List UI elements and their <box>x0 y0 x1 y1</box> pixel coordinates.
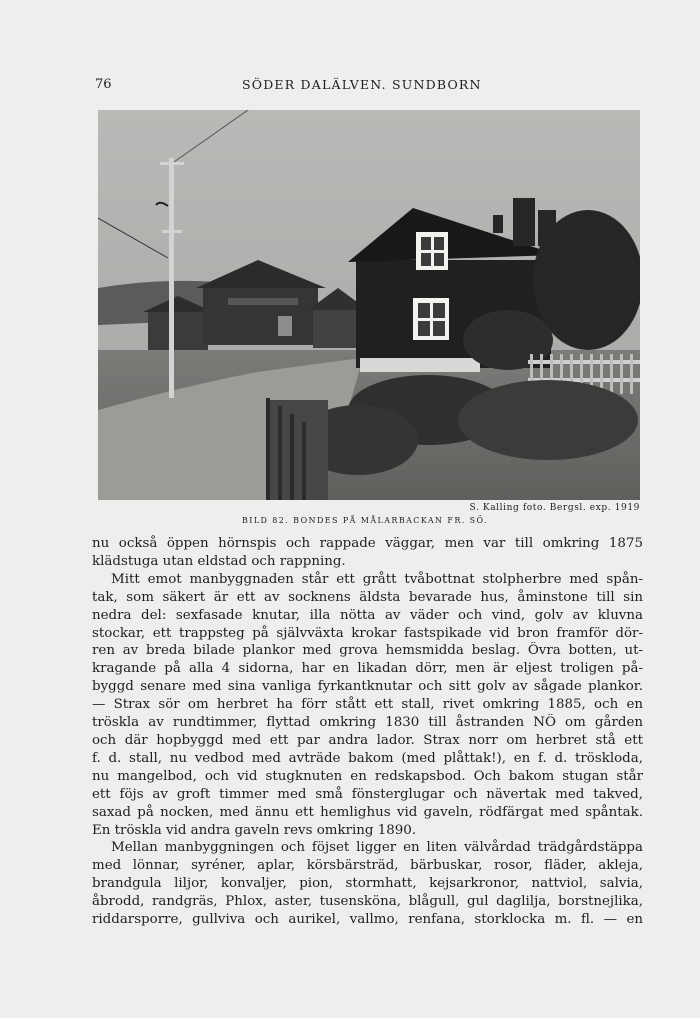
body-line: En tröskla vid andra gaveln revs omkring 1890. <box>92 822 417 838</box>
body-line: med lönnar, syréner, aplar, körsbärsträd, bärbuskar, rosor, fläder, akleja, <box>92 858 643 874</box>
page-number: 76 <box>95 77 112 92</box>
body-line: och där hopbyggd med ett par andra lador. Strax norr om herbret stå ett <box>92 732 643 748</box>
figure-caption: BILD 82. BONDES PÅ MÅLARBACKAN FR. SÖ. <box>242 516 488 525</box>
body-line: ren av breda bilade plankor med grova hemsmidda beslag. Övra botten, ut- <box>92 643 643 659</box>
body-line: ett föjs av groft timmer med små fönsterglugar och nävertak med takved, <box>92 786 643 802</box>
body-line: nu också öppen hörnspis och rappade väggar, men var till omkring 1875 <box>92 536 643 551</box>
body-line: — Strax sör om herbret ha förr stått ett stall, rivet omkring 1885, och en <box>92 697 643 713</box>
body-line: tröskla av rundtimmer, flyttad omkring 1830 till åstranden NÖ om gården <box>92 715 643 731</box>
body-line: åbrodd, randgräs, Phlox, aster, tusensköna, blågull, gul daglilja, borstnejlika, <box>92 894 643 910</box>
body-line: nedra del: sexfasade knutar, illa nötta av väder och vind, golv av kluvna <box>92 607 643 623</box>
body-line: saxad på nocken, med ännu ett hemlighus vid gaveln, rödfärgat med spåntak. <box>92 804 643 820</box>
body-line: Mitt emot manbyggnaden står ett grått tvåbottnat stolpherbre med spån- <box>111 571 643 587</box>
body-line: Mellan manbyggningen och föjset ligger en liten välvårdad trädgårdstäppa <box>111 840 643 856</box>
photo-credit: S. Kalling foto. Bergsl. exp. 1919 <box>469 503 640 513</box>
farmstead-photo <box>98 110 640 500</box>
body-line: f. d. stall, nu vedbod med avträde bakom (med plåttak!), en f. d. tröskloda, <box>92 750 643 766</box>
body-line: byggd senare med sina vanliga fyrkantknutar och sitt golv av sågade plankor. <box>92 679 643 695</box>
body-line: nu mangelbod, och vid stugknuten en redskapsbod. Och bakom stugan står <box>92 768 643 784</box>
body-line: riddarsporre, gullviva och aurikel, vallmo, renfana, storklocka m. fl. — en <box>92 912 643 928</box>
body-text <box>92 535 643 929</box>
body-line: kragande på alla 4 sidorna, har en likadan dörr, men är eljest troligen på- <box>92 661 643 677</box>
body-line: klädstuga utan eldstad och rappning. <box>92 553 346 569</box>
running-head: SÖDER DALÄLVEN. SUNDBORN <box>242 77 482 92</box>
body-line: tak, som säkert är ett av socknens äldsta bevarade hus, åminstone till sin <box>92 589 643 605</box>
body-line: stockar, ett trappsteg på självväxta krokar fastspikade vid bron framför dör- <box>92 625 643 641</box>
body-line: brandgula liljor, konvaljer, pion, stormhatt, kejsarkronor, nattviol, salvia, <box>92 876 643 892</box>
